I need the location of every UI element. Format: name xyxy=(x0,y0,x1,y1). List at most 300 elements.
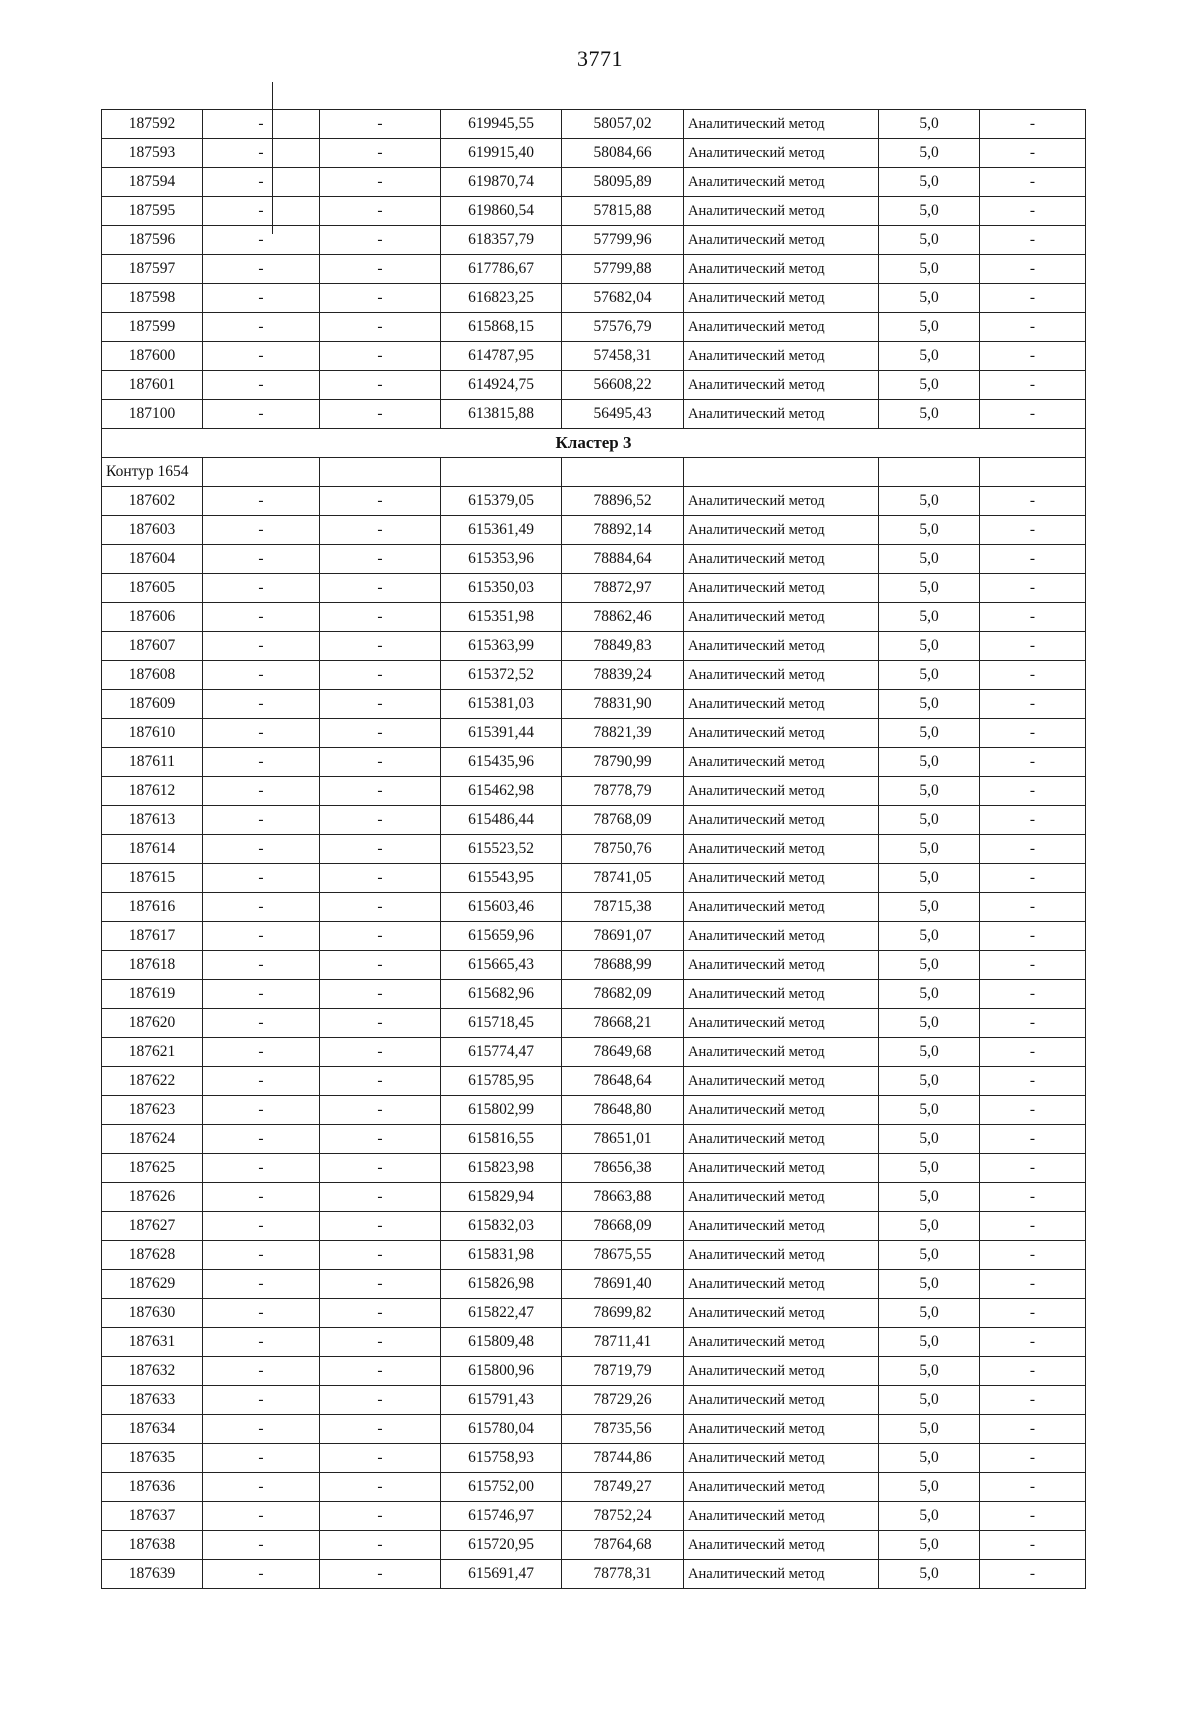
accuracy-cell: 5,0 xyxy=(879,980,980,1009)
point-number-cell: 187636 xyxy=(102,1473,203,1502)
point-number-cell: 187602 xyxy=(102,487,203,516)
method-cell: Аналитический метод xyxy=(684,1444,879,1473)
dash-cell: - xyxy=(320,1270,441,1299)
x-coordinate-cell: 615486,44 xyxy=(441,806,562,835)
accuracy-cell: 5,0 xyxy=(879,893,980,922)
table-row xyxy=(102,1473,1086,1502)
point-number-cell: 187607 xyxy=(102,632,203,661)
y-coordinate-cell: 58095,89 xyxy=(562,168,684,197)
method-cell: Аналитический метод xyxy=(684,110,879,139)
table-row xyxy=(102,835,1086,864)
point-number-cell: 187638 xyxy=(102,1531,203,1560)
dash-cell: - xyxy=(980,1125,1086,1154)
accuracy-cell: 5,0 xyxy=(879,1067,980,1096)
dash-cell: - xyxy=(980,951,1086,980)
point-number-cell: 187626 xyxy=(102,1183,203,1212)
method-cell: Аналитический метод xyxy=(684,1531,879,1560)
method-cell: Аналитический метод xyxy=(684,574,879,603)
dash-cell: - xyxy=(320,661,441,690)
dash-cell: - xyxy=(320,1560,441,1589)
dash-cell: - xyxy=(980,603,1086,632)
dash-cell: - xyxy=(203,1531,320,1560)
dash-cell: - xyxy=(320,1357,441,1386)
table-row xyxy=(102,168,1086,197)
method-cell: Аналитический метод xyxy=(684,545,879,574)
accuracy-cell: 5,0 xyxy=(879,777,980,806)
x-coordinate-cell: 615462,98 xyxy=(441,777,562,806)
accuracy-cell: 5,0 xyxy=(879,110,980,139)
dash-cell: - xyxy=(980,545,1086,574)
dash-cell: - xyxy=(980,835,1086,864)
accuracy-cell: 5,0 xyxy=(879,835,980,864)
table-row xyxy=(102,893,1086,922)
dash-cell: - xyxy=(980,1183,1086,1212)
method-cell: Аналитический метод xyxy=(684,1096,879,1125)
point-number-cell: 187100 xyxy=(102,400,203,429)
y-coordinate-cell: 78651,01 xyxy=(562,1125,684,1154)
y-coordinate-cell: 78691,07 xyxy=(562,922,684,951)
dash-cell: - xyxy=(980,574,1086,603)
y-coordinate-cell: 78752,24 xyxy=(562,1502,684,1531)
contour-label: Контур 1654 xyxy=(102,458,203,487)
x-coordinate-cell: 613815,88 xyxy=(441,400,562,429)
dash-cell: - xyxy=(203,748,320,777)
table-row xyxy=(102,1125,1086,1154)
point-number-cell: 187593 xyxy=(102,139,203,168)
y-coordinate-cell: 78768,09 xyxy=(562,806,684,835)
dash-cell: - xyxy=(320,603,441,632)
y-coordinate-cell: 78699,82 xyxy=(562,1299,684,1328)
dash-cell: - xyxy=(203,1328,320,1357)
accuracy-cell: 5,0 xyxy=(879,1009,980,1038)
dash-cell: - xyxy=(980,342,1086,371)
dash-cell: - xyxy=(320,1444,441,1473)
method-cell: Аналитический метод xyxy=(684,487,879,516)
dash-cell: - xyxy=(980,1502,1086,1531)
point-number-cell: 187618 xyxy=(102,951,203,980)
dash-cell: - xyxy=(320,1212,441,1241)
dash-cell: - xyxy=(320,139,441,168)
table-row xyxy=(102,545,1086,574)
y-coordinate-cell: 78862,46 xyxy=(562,603,684,632)
x-coordinate-cell: 615822,47 xyxy=(441,1299,562,1328)
accuracy-cell: 5,0 xyxy=(879,1096,980,1125)
dash-cell: - xyxy=(203,1386,320,1415)
table-row xyxy=(102,342,1086,371)
x-coordinate-cell: 615826,98 xyxy=(441,1270,562,1299)
dash-cell: - xyxy=(980,255,1086,284)
accuracy-cell: 5,0 xyxy=(879,313,980,342)
dash-cell: - xyxy=(320,719,441,748)
accuracy-cell: 5,0 xyxy=(879,1212,980,1241)
method-cell: Аналитический метод xyxy=(684,864,879,893)
dash-cell: - xyxy=(203,1096,320,1125)
dash-cell: - xyxy=(320,980,441,1009)
x-coordinate-cell: 615785,95 xyxy=(441,1067,562,1096)
x-coordinate-cell: 618357,79 xyxy=(441,226,562,255)
y-coordinate-cell: 78675,55 xyxy=(562,1241,684,1270)
dash-cell: - xyxy=(203,1183,320,1212)
method-cell: Аналитический метод xyxy=(684,893,879,922)
method-cell: Аналитический метод xyxy=(684,951,879,980)
dash-cell: - xyxy=(320,1154,441,1183)
accuracy-cell: 5,0 xyxy=(879,951,980,980)
x-coordinate-cell: 619945,55 xyxy=(441,110,562,139)
accuracy-cell: 5,0 xyxy=(879,1241,980,1270)
dash-cell: - xyxy=(203,922,320,951)
dash-cell: - xyxy=(980,516,1086,545)
dash-cell: - xyxy=(203,1270,320,1299)
dash-cell: - xyxy=(203,139,320,168)
dash-cell: - xyxy=(203,806,320,835)
accuracy-cell: 5,0 xyxy=(879,1415,980,1444)
accuracy-cell: 5,0 xyxy=(879,226,980,255)
accuracy-cell: 5,0 xyxy=(879,1531,980,1560)
table-row xyxy=(102,951,1086,980)
method-cell: Аналитический метод xyxy=(684,777,879,806)
y-coordinate-cell: 57576,79 xyxy=(562,313,684,342)
method-cell: Аналитический метод xyxy=(684,139,879,168)
x-coordinate-cell: 615353,96 xyxy=(441,545,562,574)
table-row xyxy=(102,1328,1086,1357)
method-cell: Аналитический метод xyxy=(684,980,879,1009)
point-number-cell: 187601 xyxy=(102,371,203,400)
dash-cell: - xyxy=(320,313,441,342)
point-number-cell: 187639 xyxy=(102,1560,203,1589)
x-coordinate-cell: 615720,95 xyxy=(441,1531,562,1560)
x-coordinate-cell: 615372,52 xyxy=(441,661,562,690)
y-coordinate-cell: 78896,52 xyxy=(562,487,684,516)
accuracy-cell: 5,0 xyxy=(879,690,980,719)
table-row xyxy=(102,922,1086,951)
table-row xyxy=(102,1096,1086,1125)
y-coordinate-cell: 78663,88 xyxy=(562,1183,684,1212)
y-coordinate-cell: 78839,24 xyxy=(562,661,684,690)
dash-cell: - xyxy=(320,632,441,661)
accuracy-cell: 5,0 xyxy=(879,574,980,603)
dash-cell: - xyxy=(980,806,1086,835)
dash-cell: - xyxy=(320,255,441,284)
table-row xyxy=(102,806,1086,835)
dash-cell: - xyxy=(203,1473,320,1502)
y-coordinate-cell: 78744,86 xyxy=(562,1444,684,1473)
dash-cell: - xyxy=(203,574,320,603)
table-row xyxy=(102,1067,1086,1096)
x-coordinate-cell: 617786,67 xyxy=(441,255,562,284)
y-coordinate-cell: 78831,90 xyxy=(562,690,684,719)
dash-cell: - xyxy=(320,1038,441,1067)
point-number-cell: 187630 xyxy=(102,1299,203,1328)
dash-cell: - xyxy=(980,110,1086,139)
coordinates-table xyxy=(101,109,1086,1589)
y-coordinate-cell: 57799,88 xyxy=(562,255,684,284)
method-cell: Аналитический метод xyxy=(684,1473,879,1502)
dash-cell: - xyxy=(203,226,320,255)
dash-cell: - xyxy=(980,1531,1086,1560)
table-row xyxy=(102,1502,1086,1531)
dash-cell: - xyxy=(980,1038,1086,1067)
dash-cell: - xyxy=(980,1096,1086,1125)
x-coordinate-cell: 619870,74 xyxy=(441,168,562,197)
contour-header-row xyxy=(102,458,1086,487)
table-row xyxy=(102,1386,1086,1415)
dash-cell: - xyxy=(203,1067,320,1096)
dash-cell: - xyxy=(320,1386,441,1415)
dash-cell: - xyxy=(980,1328,1086,1357)
dash-cell: - xyxy=(980,661,1086,690)
dash-cell: - xyxy=(320,806,441,835)
dash-cell: - xyxy=(203,1241,320,1270)
table-row xyxy=(102,255,1086,284)
dash-cell: - xyxy=(203,545,320,574)
dash-cell: - xyxy=(203,1154,320,1183)
dash-cell: - xyxy=(203,719,320,748)
table-row xyxy=(102,661,1086,690)
empty-cell xyxy=(562,458,684,487)
dash-cell: - xyxy=(203,835,320,864)
dash-cell: - xyxy=(203,777,320,806)
dash-cell: - xyxy=(203,342,320,371)
accuracy-cell: 5,0 xyxy=(879,342,980,371)
method-cell: Аналитический метод xyxy=(684,922,879,951)
dash-cell: - xyxy=(320,516,441,545)
accuracy-cell: 5,0 xyxy=(879,1473,980,1502)
dash-cell: - xyxy=(203,603,320,632)
y-coordinate-cell: 78749,27 xyxy=(562,1473,684,1502)
dash-cell: - xyxy=(203,1038,320,1067)
point-number-cell: 187619 xyxy=(102,980,203,1009)
accuracy-cell: 5,0 xyxy=(879,168,980,197)
dash-cell: - xyxy=(203,1299,320,1328)
dash-cell: - xyxy=(320,864,441,893)
x-coordinate-cell: 615682,96 xyxy=(441,980,562,1009)
y-coordinate-cell: 78872,97 xyxy=(562,574,684,603)
method-cell: Аналитический метод xyxy=(684,1154,879,1183)
point-number-cell: 187592 xyxy=(102,110,203,139)
accuracy-cell: 5,0 xyxy=(879,719,980,748)
method-cell: Аналитический метод xyxy=(684,284,879,313)
point-number-cell: 187633 xyxy=(102,1386,203,1415)
y-coordinate-cell: 78884,64 xyxy=(562,545,684,574)
point-number-cell: 187606 xyxy=(102,603,203,632)
accuracy-cell: 5,0 xyxy=(879,371,980,400)
point-number-cell: 187623 xyxy=(102,1096,203,1125)
dash-cell: - xyxy=(203,1212,320,1241)
table-row xyxy=(102,1212,1086,1241)
dash-cell: - xyxy=(980,1067,1086,1096)
dash-cell: - xyxy=(203,284,320,313)
method-cell: Аналитический метод xyxy=(684,661,879,690)
x-coordinate-cell: 615829,94 xyxy=(441,1183,562,1212)
table-row xyxy=(102,110,1086,139)
method-cell: Аналитический метод xyxy=(684,806,879,835)
dash-cell: - xyxy=(980,1357,1086,1386)
point-number-cell: 187612 xyxy=(102,777,203,806)
dash-cell: - xyxy=(980,893,1086,922)
empty-cell xyxy=(320,458,441,487)
method-cell: Аналитический метод xyxy=(684,1009,879,1038)
method-cell: Аналитический метод xyxy=(684,835,879,864)
point-number-cell: 187610 xyxy=(102,719,203,748)
dash-cell: - xyxy=(320,1328,441,1357)
dash-cell: - xyxy=(203,1009,320,1038)
x-coordinate-cell: 619915,40 xyxy=(441,139,562,168)
dash-cell: - xyxy=(203,632,320,661)
y-coordinate-cell: 58057,02 xyxy=(562,110,684,139)
cluster-header-group xyxy=(102,429,1086,487)
dash-cell: - xyxy=(320,545,441,574)
table-row xyxy=(102,690,1086,719)
point-number-cell: 187596 xyxy=(102,226,203,255)
x-coordinate-cell: 615379,05 xyxy=(441,487,562,516)
accuracy-cell: 5,0 xyxy=(879,516,980,545)
table-row xyxy=(102,1415,1086,1444)
y-coordinate-cell: 57799,96 xyxy=(562,226,684,255)
x-coordinate-cell: 615718,45 xyxy=(441,1009,562,1038)
accuracy-cell: 5,0 xyxy=(879,1125,980,1154)
x-coordinate-cell: 615543,95 xyxy=(441,864,562,893)
point-number-cell: 187599 xyxy=(102,313,203,342)
dash-cell: - xyxy=(203,1444,320,1473)
dash-cell: - xyxy=(203,980,320,1009)
point-number-cell: 187621 xyxy=(102,1038,203,1067)
dash-cell: - xyxy=(320,1067,441,1096)
table-row xyxy=(102,226,1086,255)
point-number-cell: 187594 xyxy=(102,168,203,197)
dash-cell: - xyxy=(320,1125,441,1154)
dash-cell: - xyxy=(203,487,320,516)
method-cell: Аналитический метод xyxy=(684,371,879,400)
x-coordinate-cell: 615752,00 xyxy=(441,1473,562,1502)
dash-cell: - xyxy=(980,864,1086,893)
dash-cell: - xyxy=(980,487,1086,516)
point-number-cell: 187603 xyxy=(102,516,203,545)
x-coordinate-cell: 615758,93 xyxy=(441,1444,562,1473)
table-row xyxy=(102,1560,1086,1589)
dash-cell: - xyxy=(320,1096,441,1125)
y-coordinate-cell: 78691,40 xyxy=(562,1270,684,1299)
dash-cell: - xyxy=(203,1502,320,1531)
dash-cell: - xyxy=(320,1502,441,1531)
accuracy-cell: 5,0 xyxy=(879,1386,980,1415)
y-coordinate-cell: 78649,68 xyxy=(562,1038,684,1067)
dash-cell: - xyxy=(203,255,320,284)
x-coordinate-cell: 615603,46 xyxy=(441,893,562,922)
y-coordinate-cell: 78790,99 xyxy=(562,748,684,777)
accuracy-cell: 5,0 xyxy=(879,603,980,632)
dash-cell: - xyxy=(320,1241,441,1270)
accuracy-cell: 5,0 xyxy=(879,284,980,313)
dash-cell: - xyxy=(980,1299,1086,1328)
method-cell: Аналитический метод xyxy=(684,1328,879,1357)
table-row xyxy=(102,516,1086,545)
dash-cell: - xyxy=(320,1531,441,1560)
table-row xyxy=(102,1241,1086,1270)
x-coordinate-cell: 615350,03 xyxy=(441,574,562,603)
dash-cell: - xyxy=(203,1560,320,1589)
point-number-cell: 187627 xyxy=(102,1212,203,1241)
x-coordinate-cell: 615381,03 xyxy=(441,690,562,719)
point-number-cell: 187615 xyxy=(102,864,203,893)
dash-cell: - xyxy=(980,980,1086,1009)
method-cell: Аналитический метод xyxy=(684,168,879,197)
dash-cell: - xyxy=(980,168,1086,197)
y-coordinate-cell: 78668,09 xyxy=(562,1212,684,1241)
point-number-cell: 187631 xyxy=(102,1328,203,1357)
accuracy-cell: 5,0 xyxy=(879,661,980,690)
x-coordinate-cell: 615800,96 xyxy=(441,1357,562,1386)
y-coordinate-cell: 78849,83 xyxy=(562,632,684,661)
dash-cell: - xyxy=(203,690,320,719)
dash-cell: - xyxy=(320,777,441,806)
dash-cell: - xyxy=(320,197,441,226)
table-row xyxy=(102,1357,1086,1386)
method-cell: Аналитический метод xyxy=(684,1270,879,1299)
method-cell: Аналитический метод xyxy=(684,748,879,777)
x-coordinate-cell: 615780,04 xyxy=(441,1415,562,1444)
y-coordinate-cell: 57815,88 xyxy=(562,197,684,226)
point-number-cell: 187622 xyxy=(102,1067,203,1096)
dash-cell: - xyxy=(320,284,441,313)
table-row xyxy=(102,1009,1086,1038)
x-coordinate-cell: 614924,75 xyxy=(441,371,562,400)
point-number-cell: 187628 xyxy=(102,1241,203,1270)
dash-cell: - xyxy=(320,893,441,922)
dash-cell: - xyxy=(980,197,1086,226)
method-cell: Аналитический метод xyxy=(684,1038,879,1067)
point-number-cell: 187605 xyxy=(102,574,203,603)
point-number-cell: 187634 xyxy=(102,1415,203,1444)
dash-cell: - xyxy=(980,719,1086,748)
dash-cell: - xyxy=(320,400,441,429)
dash-cell: - xyxy=(203,864,320,893)
point-number-cell: 187632 xyxy=(102,1357,203,1386)
dash-cell: - xyxy=(320,1299,441,1328)
point-number-cell: 187613 xyxy=(102,806,203,835)
empty-cell xyxy=(203,458,320,487)
accuracy-cell: 5,0 xyxy=(879,139,980,168)
x-coordinate-cell: 615831,98 xyxy=(441,1241,562,1270)
x-coordinate-cell: 615435,96 xyxy=(441,748,562,777)
method-cell: Аналитический метод xyxy=(684,1502,879,1531)
empty-cell xyxy=(684,458,879,487)
x-coordinate-cell: 615523,52 xyxy=(441,835,562,864)
y-coordinate-cell: 78821,39 xyxy=(562,719,684,748)
dash-cell: - xyxy=(980,1241,1086,1270)
x-coordinate-cell: 619860,54 xyxy=(441,197,562,226)
table-row xyxy=(102,139,1086,168)
dash-cell: - xyxy=(203,400,320,429)
table-row xyxy=(102,603,1086,632)
y-coordinate-cell: 58084,66 xyxy=(562,139,684,168)
point-number-cell: 187608 xyxy=(102,661,203,690)
table-row xyxy=(102,719,1086,748)
x-coordinate-cell: 615823,98 xyxy=(441,1154,562,1183)
point-number-cell: 187624 xyxy=(102,1125,203,1154)
dash-cell: - xyxy=(320,371,441,400)
dash-cell: - xyxy=(980,313,1086,342)
dash-cell: - xyxy=(320,748,441,777)
method-cell: Аналитический метод xyxy=(684,342,879,371)
accuracy-cell: 5,0 xyxy=(879,864,980,893)
point-number-cell: 187620 xyxy=(102,1009,203,1038)
x-coordinate-cell: 615868,15 xyxy=(441,313,562,342)
dash-cell: - xyxy=(203,197,320,226)
accuracy-cell: 5,0 xyxy=(879,545,980,574)
accuracy-cell: 5,0 xyxy=(879,1357,980,1386)
y-coordinate-cell: 78682,09 xyxy=(562,980,684,1009)
point-number-cell: 187598 xyxy=(102,284,203,313)
